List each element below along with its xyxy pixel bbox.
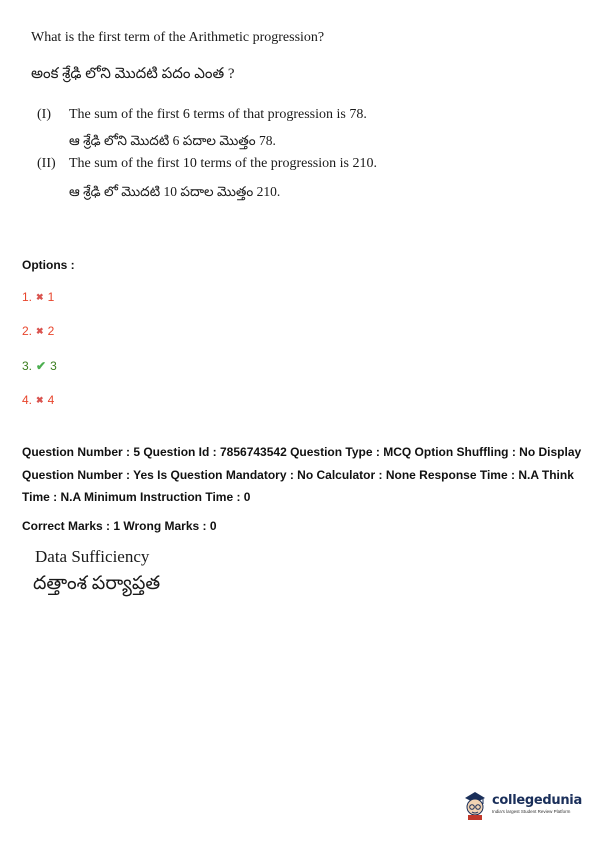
option-value: 2 xyxy=(47,324,55,338)
option-number: 2. xyxy=(22,324,33,338)
mascot-icon xyxy=(462,786,488,820)
marks-info: Correct Marks : 1 Wrong Marks : 0 xyxy=(22,519,217,533)
option-number: 4. xyxy=(22,393,33,407)
option-1[interactable] xyxy=(22,290,54,304)
brand-name: collegedunia xyxy=(492,792,582,808)
statement-1-number: (I) xyxy=(37,107,51,122)
statement-2-text-en: The sum of the first 10 terms of the progression is 210. xyxy=(69,156,377,171)
option-value: 4 xyxy=(47,393,55,407)
cross-icon: ✖ xyxy=(36,291,44,302)
question-metadata: Question Number : 5 Question Id : 7856743542 Question Type : MCQ Option Shuffling : No Display Question Number : Yes Is Question Mandatory : No Calculator : None Response Time : N.A Think Time : N.A Minimum Instruction Time : 0 xyxy=(22,445,582,504)
option-3[interactable] xyxy=(22,359,57,373)
statement-1-text-te: ఆ శ్రేఢి లోని మొదటి 6 పదాల మొత్తం 78. xyxy=(69,133,276,148)
option-value: 1 xyxy=(47,290,55,304)
statement-1-text-en: The sum of the first 6 terms of that progression is 78. xyxy=(69,107,367,122)
brand-logo xyxy=(462,786,582,820)
check-icon: ✔ xyxy=(36,359,47,373)
section-title-en: Data Sufficiency xyxy=(35,547,150,566)
statement-2-text-te: ఆ శ్రేఢి లో మొదటి 10 పదాల మొత్తం 210. xyxy=(69,184,281,199)
option-number: 1. xyxy=(22,290,33,304)
brand-tagline: India's largest Student Review Platform xyxy=(492,808,571,814)
option-value: 3 xyxy=(50,359,57,373)
cross-icon: ✖ xyxy=(36,325,44,336)
cross-icon: ✖ xyxy=(36,394,44,405)
option-2[interactable] xyxy=(22,324,54,338)
section-title-te: దత్తాంశ పర్యాప్తత xyxy=(33,573,161,594)
options-label: Options : xyxy=(22,258,75,272)
option-4[interactable] xyxy=(22,393,54,407)
question-text-te: అంక శ్రేఢి లోని మొదటి పదం ఎంత ? xyxy=(31,66,235,82)
statement-2-number: (II) xyxy=(37,156,56,171)
question-text-en: What is the first term of the Arithmetic progression? xyxy=(31,30,325,45)
option-number: 3. xyxy=(22,359,33,373)
